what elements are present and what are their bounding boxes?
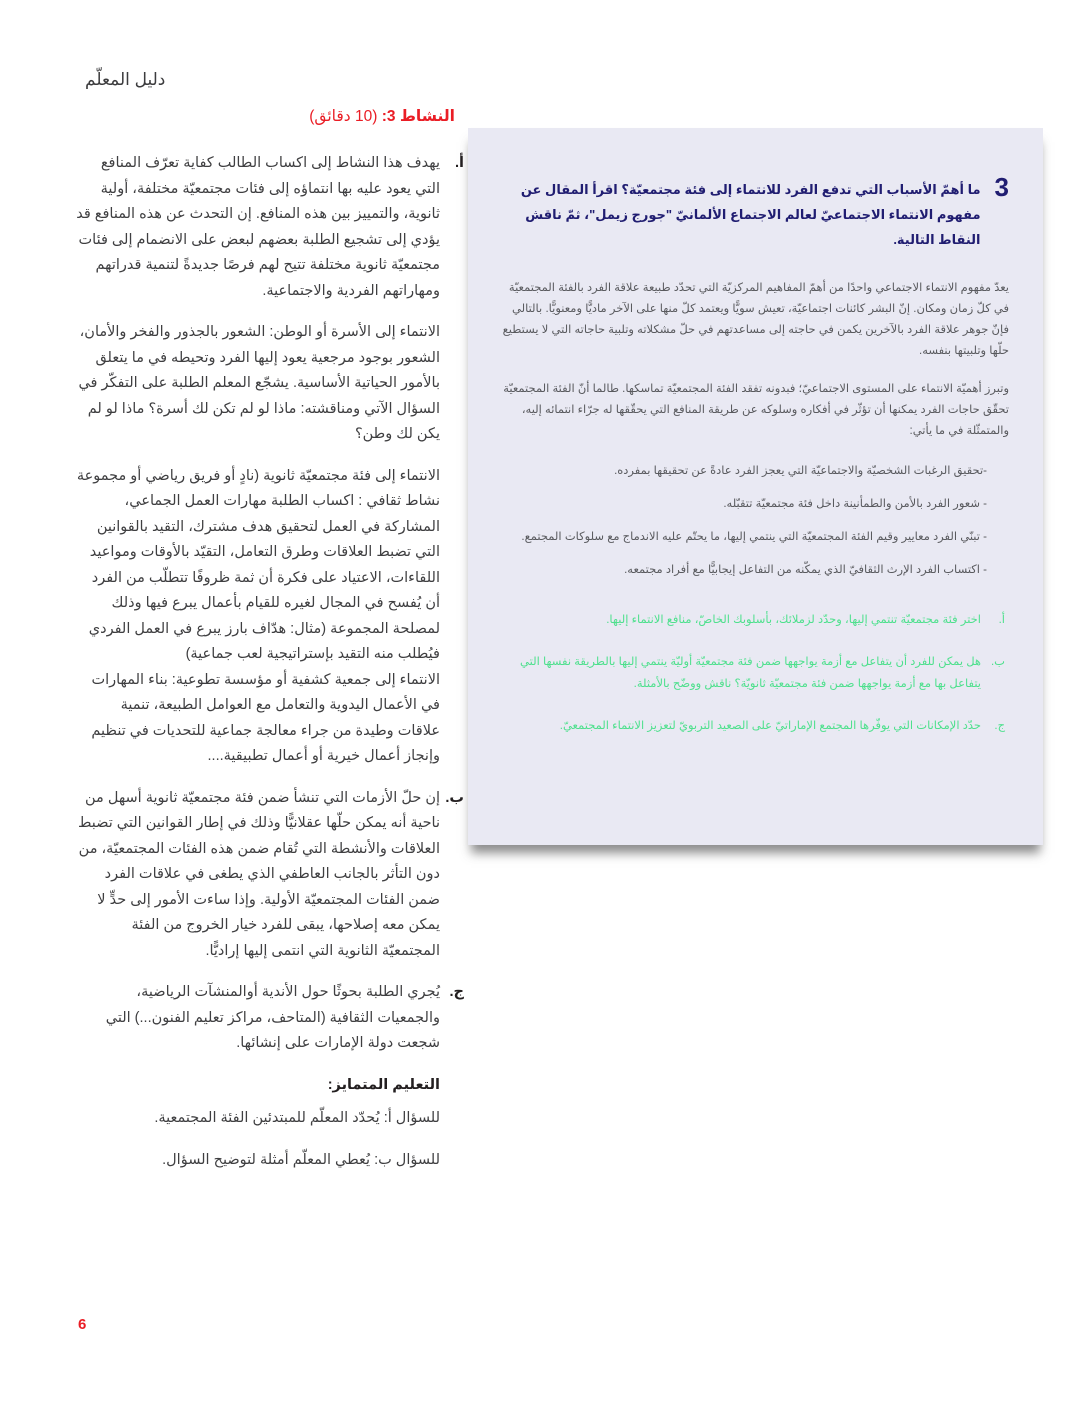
task-b-text: هل يمكن للفرد أن يتفاعل مع أزمة يواجهها ضمن فئة مجتمعيّة أوليّة ينتمي إليها بالطريقة نفسها التي يتفاعل بها مع أزمة يواجهها ضمن فئة مجتمعيّة ثانويّة؟ ناقش ووضّح بالأمثلة. bbox=[520, 656, 981, 690]
paragraph-c-text: يُجري الطلبة بحوثًا حول الأندية أوالمنشآت الرياضية، والجمعيات الثقافية (المتاحف، مراكز تعليم الفنون...) التي شجعت دولة الإمارات على إنشائها. bbox=[105, 984, 440, 1051]
task-b-marker: ب. bbox=[990, 656, 1005, 668]
task-a bbox=[498, 609, 1005, 631]
discussion-tasks bbox=[498, 609, 1009, 737]
paragraph-b-text: إن حلّ الأزمات التي تنشأ ضمن فئة مجتمعيّة ثانوية أسهل من ناحية أنه يمكن حلّها عقلانيًّا وذلك في إطار القوانين التي تضبط العلاقات والأنشطة التي تُقام ضمن هذه الفئات المجتمعيّة، من دون التأثر بالجانب العاطفي الذي يطغى في علاقات الفرد ضمن الفئات المجتمعيّة الأولية. وإذا ساءت الأمور إلى حدٍّ لا يمكن معه إصلاحها، يبقى للفرد خيار الخروج من الفئة المجتمعيّة الثانوية التي انتمى إليها إراديًّا. bbox=[78, 789, 440, 959]
page-number: 6 bbox=[78, 1316, 87, 1333]
question-heading: ما أهمّ الأسباب التي تدفع الفرد للانتماء إلى فئة مجتمعيّة؟ اقرأ المقال عن مفهوم الانتماء الاجتماعيّ لعالم الاجتماع الألمانيّ "جورج زيمل"، ثمّ ناقش النقاط التالية. bbox=[520, 182, 981, 247]
main-text-column bbox=[76, 151, 464, 1189]
differentiated-learning-heading: التعليم المتمايز: bbox=[327, 1076, 440, 1093]
task-b bbox=[498, 651, 1005, 695]
activity-heading bbox=[309, 107, 455, 126]
page-title: دليل المعلّم bbox=[85, 70, 166, 89]
activity-heading-duration: (10 دقائق) bbox=[309, 108, 378, 125]
question-number: 3 bbox=[994, 172, 1009, 202]
differentiated-learning-line-1: للسؤال أ: يُحدّد المعلّم للمبتدئين الفئة المجتمعية. bbox=[154, 1110, 440, 1126]
task-c bbox=[498, 715, 1005, 737]
activity-heading-label: النشاط 3: bbox=[381, 108, 455, 125]
paragraph-c bbox=[76, 980, 464, 1057]
task-c-text: حدّد الإمكانات التي يوفّرها المجتمع الإماراتيّ على الصعيد التربويّ لتعزيز الانتماء المجتمعيّ. bbox=[559, 720, 981, 732]
benefits-list bbox=[498, 464, 1009, 577]
question-header bbox=[498, 174, 1009, 252]
benefit-item: - اكتساب الفرد الإرث الثقافيّ الذي يمكّنه من التفاعل إيجابيًّا مع أفراد مجتمعه. bbox=[624, 564, 987, 576]
paragraph-a-text: يهدف هذا النشاط إلى اكساب الطالب كفاية تعرّف المنافع التي يعود عليه بها انتماؤه إلى فئات مجتمعيّة مختلفة، أولية ثانوية، والتمييز بين هذه المنافع. إن التحدث عن هذه المنافع قد يؤدي إلى تشجيع الطلبة بعضهم لبعض على الانضمام إلى فئات مجتمعيّة ثانوية مختلفة تتيح لهم فرصًا جديدةً لتنمية قدراتهم ومهاراتهم الفردية والاجتماعية. bbox=[76, 155, 440, 299]
benefit-item: -تحقيق الرغبات الشخصيّة والاجتماعيّة التي يعجز الفرد عادةً عن تحقيقها بمفرده. bbox=[614, 465, 987, 477]
differentiated-learning-line-2: للسؤال ب: يُعطي المعلّم أمثلة لتوضيح السؤال. bbox=[162, 1151, 440, 1168]
benefit-item: - شعور الفرد بالأمن والطمأنينة داخل فئة مجتمعيّة تتقبّله. bbox=[723, 498, 987, 510]
list-marker-c: ج. bbox=[449, 984, 464, 1000]
task-a-text: اختر فئة مجتمعيّة تنتمي إليها، وحدّد لزملائك، بأسلوبك الخاصّ، منافع الانتماء إليها. bbox=[606, 614, 981, 626]
list-marker-a: أ. bbox=[455, 155, 464, 171]
article-paragraph-2: وتبرز أهميّة الانتماء على المستوى الاجتماعيّ؛ فبدونه تفقد الفئة المجتمعيّة تماسكها. طالما أنّ الفئة المجتمعيّة تحقّق حاجات الفرد يمكنها أن تؤثّر في أفكاره وسلوكه عن طريقة المنافع التي يحقّقها له جرّاء انتمائه إليه، والمتمثّلة في ما يأتي: bbox=[503, 383, 1009, 437]
list-marker-b: ب. bbox=[445, 789, 464, 806]
paragraph-family-belonging: الانتماء إلى الأسرة أو الوطن: الشعور بالجذور والفخر والأمان، الشعور بوجود مرجعية يعود إليها الفرد وتحيطه في ما يتعلق بالأمور الحياتية الأساسية. يشجّع المعلم الطلبة على التفكّر في السؤال الآتي ومناقشته: ماذا لو لم تكن لك أسرة؟ ماذا لو لم يكن لك وطن؟ bbox=[78, 324, 440, 442]
paragraph-b bbox=[76, 786, 464, 965]
paragraph-a bbox=[76, 151, 464, 304]
paragraph-secondary-belonging: الانتماء إلى فئة مجتمعيّة ثانوية (نادٍ أو فريق رياضي أو مجموعة نشاط ثقافي : اكساب الطلبة مهارات العمل الجماعي، المشاركة في العمل لتحقيق هدف مشترك، التقيد بالقوانين التي تضبط العلاقات وطرق التعامل، التقيّد بالأوقات ومواعيد اللقاءات، الاعتياد على فكرة أن ثمة ظروفًا تتطلّب من الفرد أن يُفسح في المجال لغيره للقيام بأعمال يبرع فيها وذلك لمصلحة المجموعة (مثال: هدّاف بارز يبرع في العمل الفردي فيُطلب منه التقيد بإستراتيجية لعب جماعية) الانتماء إلى جمعية كشفية أو مؤسسة تطوعية: بناء المهارات في الأعمال اليدوية والتعامل مع العوامل الطبيعة، تنمية علاقات وطيدة من جراء معالجة جماعية للتحديات في تنظيم وإنجاز أعمال خيرية أو أعمال تطبيقية.... bbox=[76, 467, 440, 764]
task-c-marker: ج. bbox=[994, 720, 1005, 732]
benefit-item: - تبنّي الفرد معايير وقيم الفئة المجتمعيّة التي ينتمي إليها، ما يحتّم عليه الاندماج مع سلوكات المجتمع. bbox=[521, 531, 987, 543]
student-book-excerpt-card bbox=[468, 128, 1043, 845]
article-paragraph-1: يعدّ مفهوم الانتماء الاجتماعي واحدًا من أهمّ المفاهيم المركزيّة التي تحدّد طبيعة علاقة الفرد بالفئة المجتمعيّة في كلّ زمان ومكان. إنّ البشر كائنات اجتماعيّة، تعيش سويًّا ويعتمد كلّ منها على الآخر ماديًّا ومعنويًّا. بالتالي فإنّ جوهر علاقة الفرد بالآخرين يكمن في حاجته إلى مساعدتهم في حلّ مشكلاته وتلبية حاجاته التي لا يستطيع حلّها وتلبيتها بنفسه. bbox=[502, 282, 1009, 357]
task-a-marker: أ. bbox=[998, 614, 1005, 626]
